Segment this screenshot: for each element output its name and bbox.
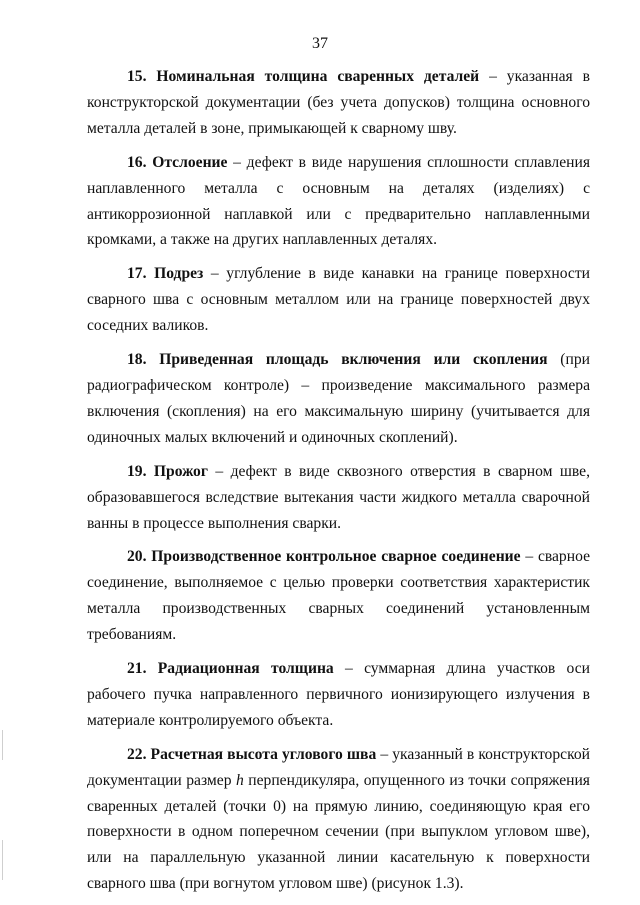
definition-term: 22. Расчетная высота углового шва <box>127 745 377 763</box>
definition-term: 21. Радиационная толщина <box>127 660 334 678</box>
definition-text: – указанная в конструкторской документации (без учета допусков) толщина основного металла деталей в зоне, примыкающей к сварному шву. <box>87 68 590 137</box>
definition-text: – суммарная длина участков оси рабочего пучка направленного первичного ионизирующего излучения в материале контролируемого объекта. <box>87 660 590 729</box>
definition-19 <box>87 459 590 537</box>
definition-text: – дефект в виде сквозного отверстия в сварном шве, образовавшегося вследствие вытекания части жидкого металла сварочной ванны в процессе выполнения сварки. <box>87 462 591 532</box>
definition-text: (при радиографическом контроле) – произведение максимального размера включения (скопления) на его максимальную ширину (учитывается для одиночных малых включений и одиночных скоплений). <box>87 351 590 446</box>
definition-16 <box>87 150 590 254</box>
scan-edge-mark <box>2 840 3 880</box>
definition-21 <box>87 656 590 734</box>
definition-term: 18. Приведенная площадь включения или скопления <box>127 351 548 369</box>
definition-17 <box>87 261 590 339</box>
definition-text: перпендикуляра, опущенного из точки сопряжения сваренных деталей (точки 0) на прямую линию, соединяющую края его поверхности в одном поперечном сечении (при выпуклом угловом шве), или на параллельную указанной линии касательную к поверхности сварного шва (при вогнутом угловом шве) (рисунок 1.3). <box>87 771 590 893</box>
definition-22 <box>87 742 590 897</box>
document-body <box>87 64 590 905</box>
page-number: 37 <box>312 35 328 52</box>
definition-term: 17. Подрез <box>127 265 204 283</box>
definition-term: 20. Производственное контрольное сварное соединение <box>127 548 521 566</box>
definition-18 <box>87 347 590 451</box>
definition-text: – дефект в виде нарушения сплошности сплавления наплавленного металла с основным на деталях (изделиях) с антикоррозионной наплавкой или с предварительно наплавленными кромками, а также на других наплавленных деталях. <box>87 153 590 249</box>
definition-text: – сварное соединение, выполняемое с целью проверки соответствия характеристик металла производственных сварных соединений установленным требованиям. <box>87 548 590 644</box>
definition-text: – указанный в конструкторской документации размер <box>87 745 590 789</box>
definition-term: 19. Прожог <box>127 462 208 480</box>
definition-text: – углубление в виде канавки на границе поверхности сварного шва с основным металлом или на границе поверхностей двух соседних валиков. <box>87 265 591 335</box>
math-symbol-h: h <box>235 771 244 789</box>
definition-term: 16. Отслоение <box>127 153 228 171</box>
definition-20 <box>87 544 590 648</box>
definition-term: 15. Номинальная толщина сваренных деталей <box>127 68 480 85</box>
scan-edge-mark <box>2 730 3 760</box>
definition-15 <box>87 64 590 142</box>
